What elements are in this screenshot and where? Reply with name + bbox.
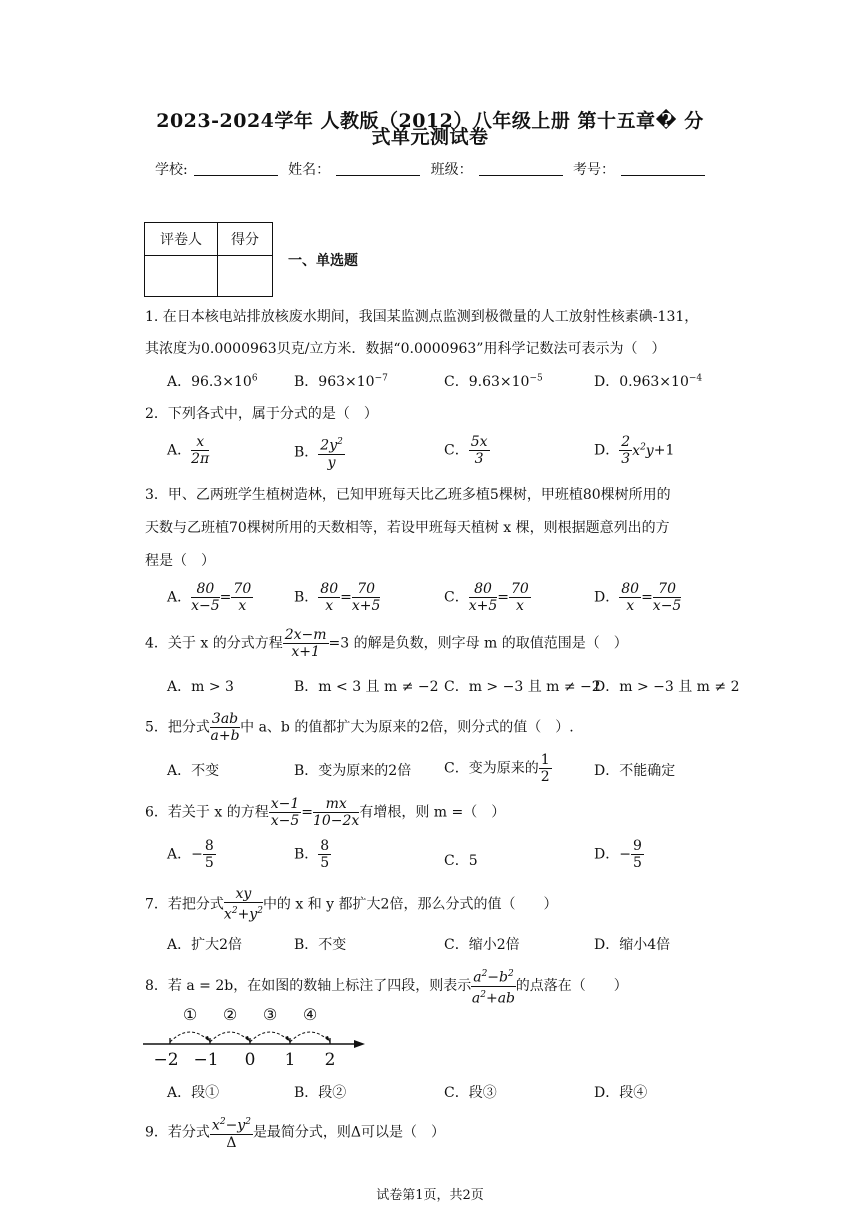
- score-header: 得分: [218, 223, 273, 256]
- q1-option-a: A．$96.3\times 10^6$: [167, 373, 258, 390]
- q8-option-b: B．段②: [294, 1085, 347, 1101]
- title-line-2: 式单元测试卷: [371, 126, 489, 148]
- class-label: 班级：: [430, 162, 473, 178]
- q4-option-a: A．m > 3: [167, 679, 234, 695]
- exam-no-label: 考号：: [573, 162, 616, 178]
- q2-stem: 2．下列各式中，属于分式的是（ ）: [145, 406, 378, 422]
- segment-label-3: ③: [262, 1005, 278, 1024]
- tick-label-1: 1: [284, 1050, 296, 1070]
- q3-option-c: C． $\frac{80}{x+5}$ = $\frac{70}{x}$: [444, 581, 529, 614]
- q6-option-a: A．− $\frac{8}{5}$: [167, 838, 214, 871]
- q8-option-d: D．段④: [594, 1085, 648, 1101]
- q6-option-b: B． $\frac{8}{5}$: [294, 838, 330, 871]
- q2-option-a: A． $\frac{x}{2\pi}$: [167, 434, 210, 467]
- q6-option-c: C．5: [444, 853, 478, 869]
- q1-option-d: D．$0.963\times 10^{-4}$: [594, 373, 703, 390]
- segment-label-2: ②: [222, 1005, 238, 1024]
- q3-option-d: D． $\frac{80}{x}$ = $\frac{70}{x-5}$: [594, 581, 682, 614]
- q8-stem: 8．若 a = 2b，在如图的数轴上标注了四段，则表示 $\frac{a^2-b^2}{a^2+ab}$ 的点落在（ ）: [145, 966, 628, 1006]
- name-blank: [336, 161, 420, 176]
- q4-stem: 4．关于 x 的分式方程 $\frac{2x-m}{x+1}$ =3 的解是负数，则字母 m 的取值范围是（ ）: [145, 627, 628, 660]
- q6-stem: 6．若关于 x 的方程 $\frac{x-1}{x-5}$ = $\frac{mx}{10-2x}$ 有增根，则 m =（ ）: [145, 796, 506, 829]
- q1-option-b: B．$963\times 10^{-7}$: [294, 373, 388, 390]
- school-label: 学校:: [154, 162, 188, 178]
- tick-label-neg1: −1: [193, 1050, 219, 1070]
- name-label: 姓名：: [288, 162, 331, 178]
- tick-label-neg2: −2: [153, 1050, 179, 1070]
- class-blank: [479, 161, 563, 176]
- q1-option-c: C．$9.63\times 10^{-5}$: [444, 373, 543, 390]
- q7-option-c: C．缩小2倍: [444, 937, 520, 953]
- q6-option-d: D．− $\frac{9}{5}$: [594, 838, 642, 871]
- score-table: [144, 222, 273, 297]
- school-blank: [194, 161, 278, 176]
- q3-line2: 天数与乙班植70棵树所用的天数相等，若设甲班每天植树 x 棵，则根据题意列出的方: [145, 520, 670, 536]
- number-line-figure: [140, 1002, 370, 1074]
- q3-line1: 3．甲、乙两班学生植树造林，已知甲班每天比乙班多植5棵树，甲班植80棵树所用的: [145, 487, 671, 503]
- reviewer-header: 评卷人: [145, 223, 218, 256]
- tick-label-2: 2: [324, 1050, 336, 1070]
- q3-option-b: B． $\frac{80}{x}$ = $\frac{70}{x+5}$: [294, 581, 381, 614]
- q4-option-d: D．m > −3 且 m ≠ 2: [594, 679, 740, 695]
- student-info: [0, 159, 860, 179]
- q2-option-b: B． $\frac{2y^2}{y}$: [294, 434, 345, 471]
- q8-option-c: C．段③: [444, 1085, 497, 1101]
- q4-option-b: B．m < 3 且 m ≠ −2: [294, 679, 439, 695]
- exam-no-blank: [621, 161, 705, 176]
- q5-option-c: C．变为原来的 $\frac{1}{2}$: [444, 752, 550, 785]
- q8-option-a: A．段①: [167, 1085, 220, 1101]
- q5-option-a: A．不变: [167, 763, 220, 779]
- q2-option-c: C． $\frac{5x}{3}$: [444, 434, 488, 467]
- q9-stem: 9．若分式 $\frac{x^2-y^2}{\Delta}$ 是最简分式，则Δ可以是（ ）: [145, 1114, 445, 1151]
- q5-option-d: D．不能确定: [594, 763, 676, 779]
- q7-option-b: B．不变: [294, 937, 347, 953]
- score-cell: [218, 256, 273, 297]
- segment-label-1: ①: [182, 1005, 198, 1024]
- q4-option-c: C．m > −3 且 m ≠ −2: [444, 679, 601, 695]
- q1-line2: 其浓度为0.0000963贝克/立方米．数据“0.0000963”用科学记数法可表示为（ ）: [145, 341, 666, 357]
- q2-option-d: D． $\frac{2}{3}$ $x^2y+1$: [594, 434, 675, 467]
- q7-option-d: D．缩小4倍: [594, 937, 671, 953]
- section-heading: 一、单选题: [288, 253, 358, 269]
- q5-option-b: B．变为原来的2倍: [294, 763, 412, 779]
- q3-option-a: A． $\frac{80}{x-5}$ = $\frac{70}{x}$: [167, 581, 252, 614]
- title-line-1: 2023-2024学年 人教版（2012）八年级上册 第十五章� 分: [156, 110, 704, 132]
- q5-stem: 5．把分式 $\frac{3ab}{a+b}$ 中 a、b 的值都扩大为原来的2倍，则分式的值（ ）.: [145, 711, 574, 744]
- q7-stem: 7．若把分式 $\frac{xy}{x^2+y^2}$ 中的 x 和 y 都扩大2倍，那么分式的值（ ）: [145, 886, 558, 923]
- q1-line1: 1. 在日本核电站排放核废水期间，我国某监测点监测到极微量的人工放射性核素碘-131，: [145, 309, 699, 325]
- tick-label-0: 0: [244, 1050, 256, 1070]
- page-footer: 试卷第1页，共2页: [376, 1188, 484, 1203]
- segment-label-4: ④: [302, 1005, 318, 1024]
- q7-option-a: A．扩大2倍: [167, 937, 243, 953]
- reviewer-cell: [145, 256, 218, 297]
- q3-line3: 程是（ ）: [145, 553, 215, 569]
